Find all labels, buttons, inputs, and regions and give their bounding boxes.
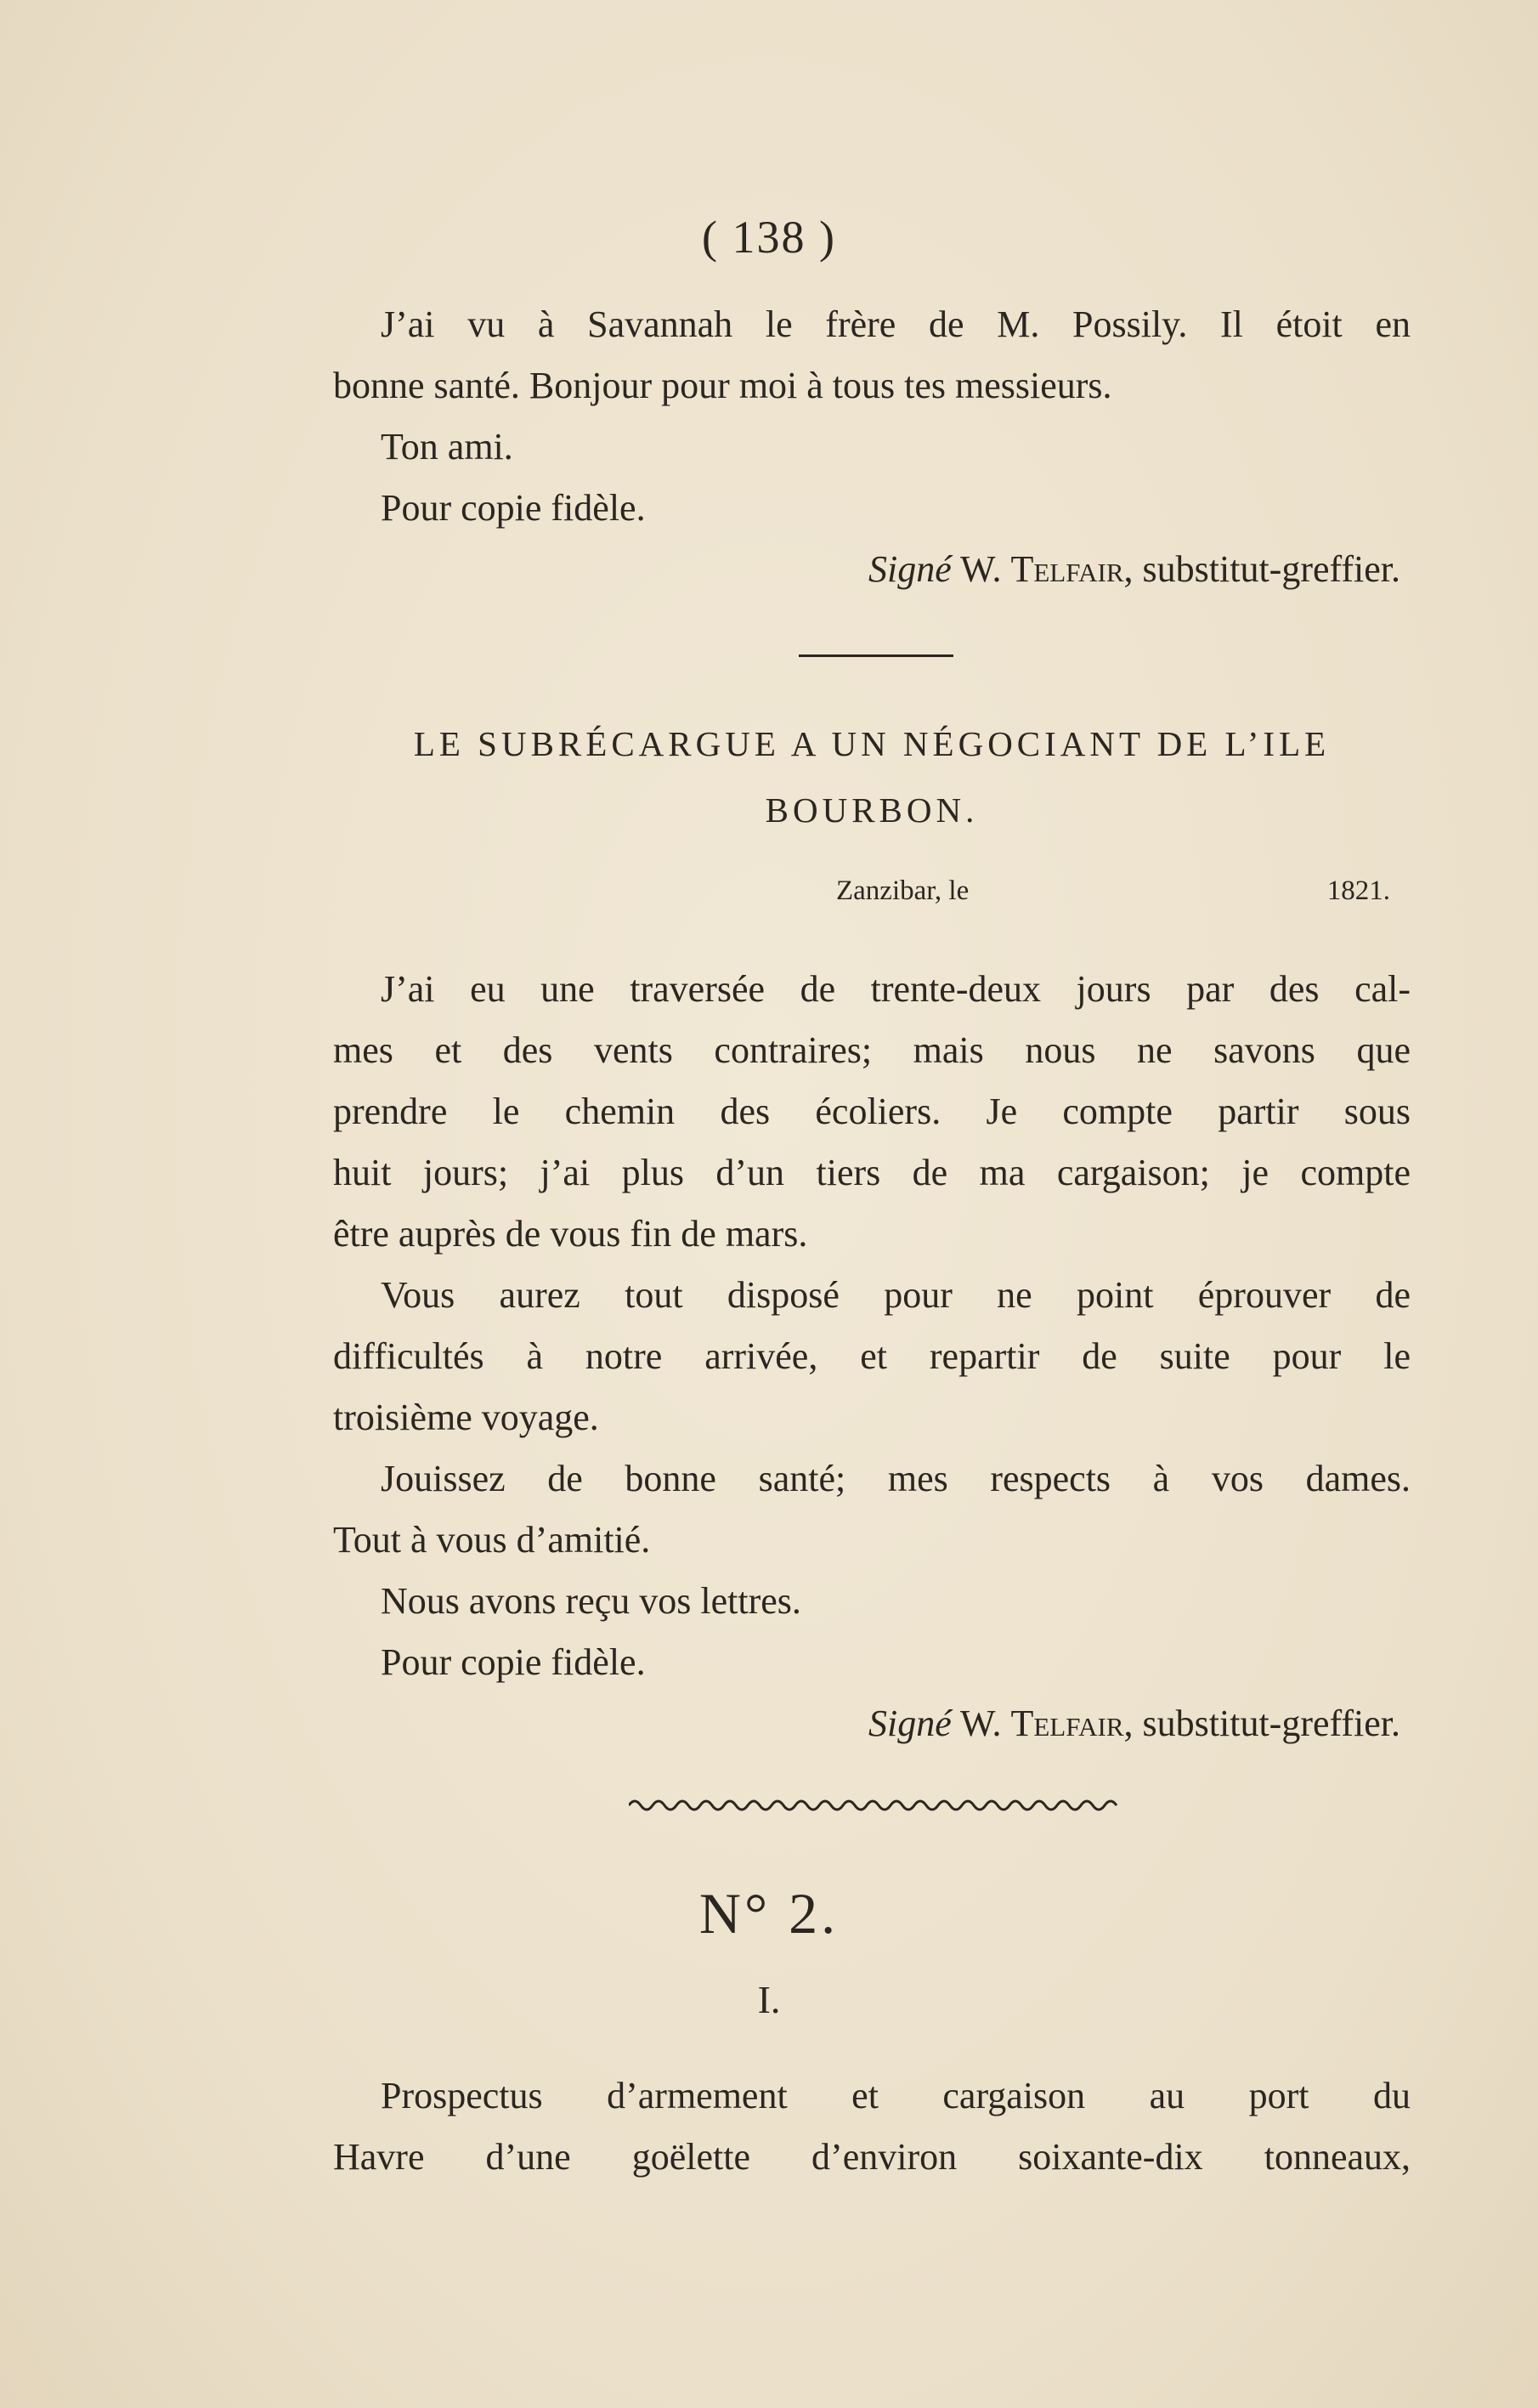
signed-prefix: Signé [868, 1703, 952, 1744]
text-line: Havre d’une goëlette d’environ soixante-dix tonneaux, [333, 2136, 1411, 2178]
place: Zanzibar, le [836, 875, 970, 906]
prospectus-text [333, 2065, 1411, 2188]
heading-line-2: BOURBON. [765, 790, 979, 830]
place-date [333, 875, 1411, 926]
copy-line: Pour copie fidèle. [381, 487, 646, 529]
subsection-numeral: I. [757, 1978, 781, 2021]
text-line: être auprès de vous fin de mars. [333, 1213, 808, 1255]
signed-suffix: , substitut-greffier. [1123, 1703, 1400, 1744]
wavy-divider [629, 1795, 1122, 1816]
signed-suffix: , substitut-greffier. [1123, 548, 1400, 590]
text-line: difficultés à notre arrivée, et repartir de suite pour le [333, 1335, 1411, 1377]
text-line: Vous aurez tout disposé pour ne point éprouver de [381, 1274, 1411, 1316]
section-number: N° 2. [698, 1881, 840, 1946]
letter-heading [333, 711, 1411, 843]
section-rule [799, 654, 953, 657]
text-line: J’ai eu une traversée de trente-deux jours par des cal- [381, 968, 1411, 1010]
signed-initial: W. [959, 1703, 1002, 1744]
signed-name: Telfair [1010, 548, 1124, 590]
year: 1821. [1326, 875, 1390, 906]
text-line: Nous avons reçu vos lettres. [381, 1580, 801, 1622]
text-line: troisième voyage. [333, 1397, 599, 1438]
text-line: Tout à vous d’amitié. [333, 1519, 651, 1561]
heading-line-1: LE SUBRÉCARGUE A UN NÉGOCIANT DE L’ILE [413, 724, 1331, 763]
text-line: Prospectus d’armement et cargaison au port du [381, 2075, 1411, 2116]
text-line: prendre le chemin des écoliers. Je compte partir sous [333, 1091, 1411, 1132]
page-number: ( 138 ) [702, 212, 836, 263]
signed-initial: W. [959, 548, 1002, 590]
text-line: J’ai vu à Savannah le frère de M. Possily. Il étoit en [381, 303, 1411, 345]
closing-line: Ton ami. [381, 426, 513, 467]
signature-line [333, 539, 1411, 600]
copy-line: Pour copie fidèle. [381, 1641, 646, 1683]
signature-line [333, 1693, 1411, 1754]
letter-2-body [333, 959, 1411, 1754]
signed-name: Telfair [1010, 1703, 1124, 1744]
text-line: mes et des vents contraires; mais nous ne savons que [333, 1029, 1411, 1071]
text-line: bonne santé. Bonjour pour moi à tous tes messieurs. [333, 365, 1112, 406]
text-line: Jouissez de bonne santé; mes respects à vos dames. [381, 1458, 1411, 1499]
letter-1-closing [333, 294, 1411, 600]
signed-prefix: Signé [868, 548, 952, 590]
text-line: huit jours; j’ai plus d’un tiers de ma cargaison; je compte [333, 1152, 1411, 1193]
